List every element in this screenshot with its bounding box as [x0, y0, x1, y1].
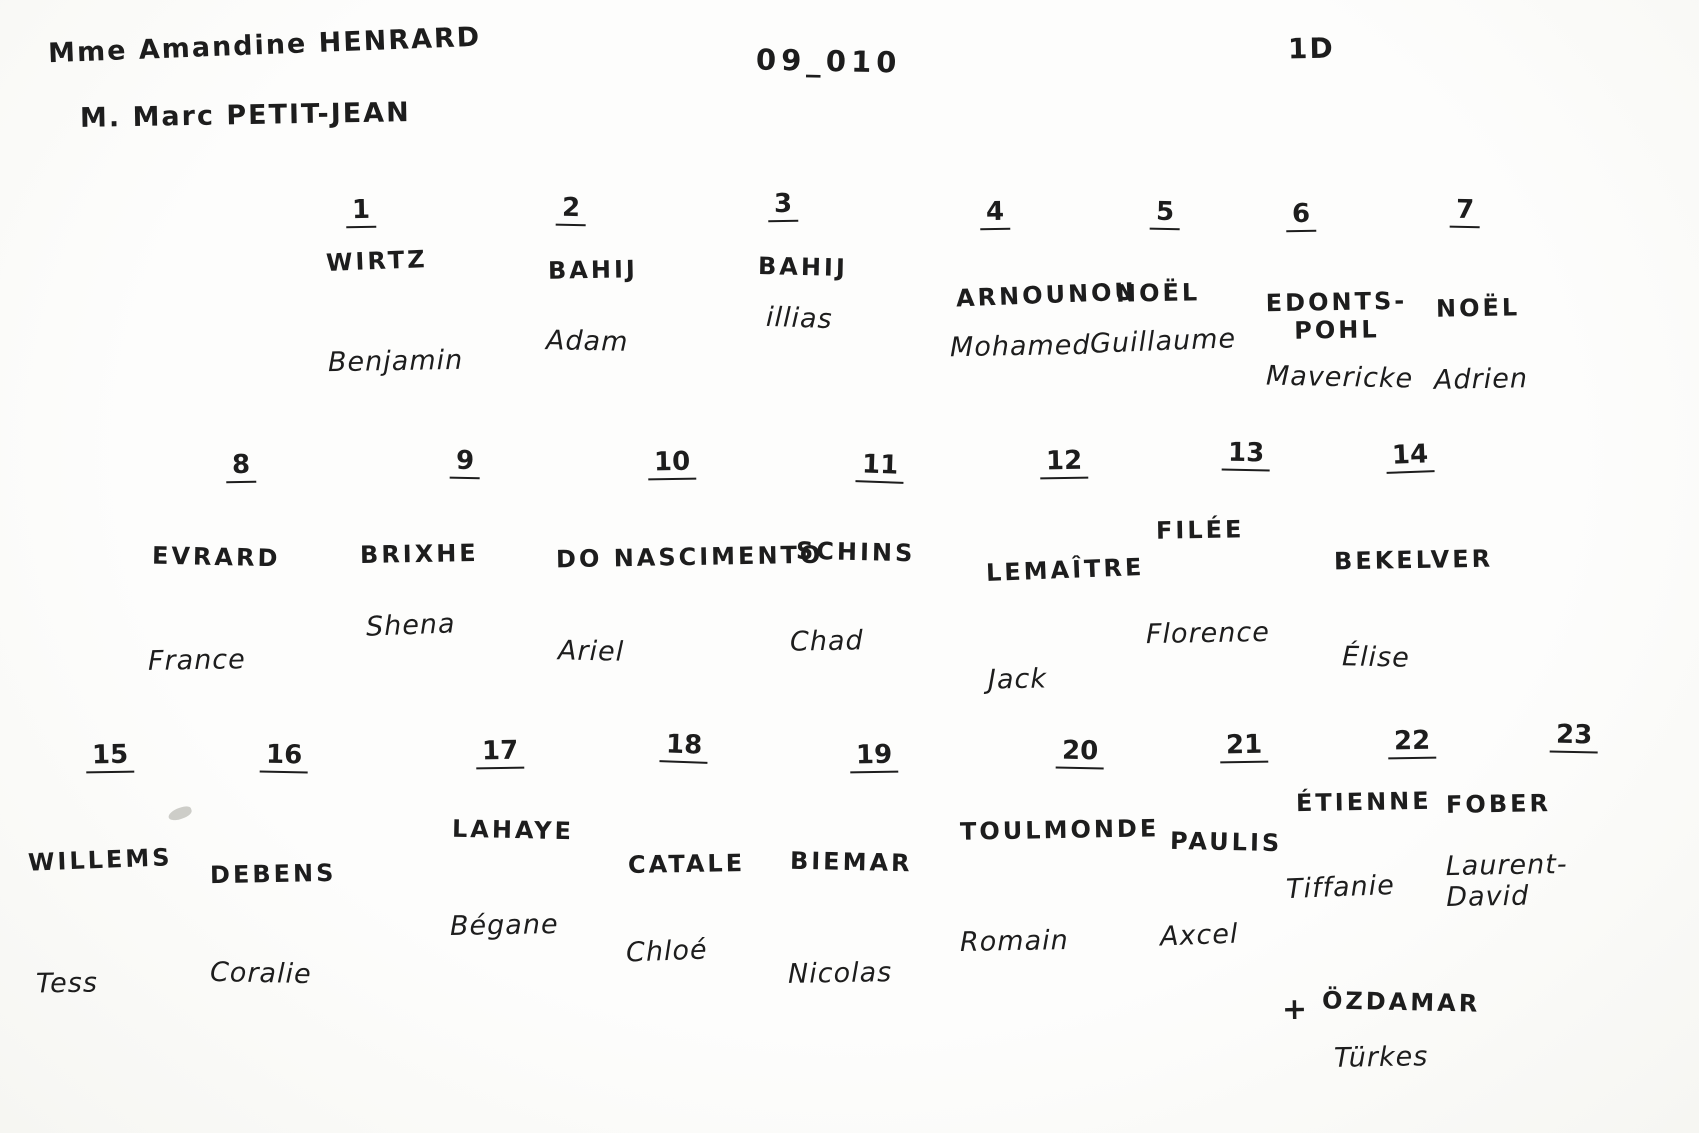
- firstname-23: Laurent- David: [1445, 848, 1568, 914]
- seat-number-17: 17: [476, 736, 525, 770]
- seat-number-21: 21: [1220, 730, 1269, 764]
- lastname-7: NOËL: [1435, 293, 1521, 323]
- seat-number-20: 20: [1056, 735, 1105, 769]
- lastname-12: LEMAÎTRE: [985, 552, 1145, 588]
- seat-number-13: 13: [1222, 437, 1271, 471]
- seat-number-5: 5: [1150, 197, 1181, 231]
- document-code: 09_010: [755, 42, 902, 80]
- seat-number-14: 14: [1385, 439, 1434, 474]
- firstname-20: Romain: [959, 925, 1070, 958]
- firstname-9: Shena: [365, 608, 457, 643]
- seat-number-10: 10: [648, 447, 697, 481]
- firstname-14: Élise: [1341, 641, 1411, 674]
- seat-number-1: 1: [346, 195, 377, 229]
- lastname-16: DEBENS: [209, 858, 337, 890]
- lastname-2: BAHIJ: [547, 255, 639, 285]
- firstname-1: Benjamin: [327, 344, 464, 379]
- lastname-15: WILLEMS: [27, 843, 174, 877]
- firstname-17: Bégane: [449, 909, 559, 942]
- firstname-21: Axcel: [1159, 918, 1239, 953]
- firstname-4: Mohamed: [949, 329, 1091, 364]
- seat-number-18: 18: [659, 729, 708, 764]
- lastname-21: PAULIS: [1169, 826, 1283, 858]
- seat-number-8: 8: [226, 450, 257, 484]
- seat-number-16: 16: [260, 739, 309, 773]
- added-student-firstname: Türkes: [1333, 1041, 1429, 1074]
- teacher-name-2: M. Marc PETIT-JEAN: [79, 97, 411, 134]
- firstname-16: Coralie: [209, 956, 312, 991]
- lastname-22: ÉTIENNE: [1295, 786, 1432, 818]
- teacher-name-1: Mme Amandine HENRARD: [47, 21, 482, 70]
- seat-number-2: 2: [556, 193, 587, 227]
- lastname-11: SCHINS: [795, 536, 916, 568]
- firstname-13: Florence: [1145, 616, 1271, 651]
- seat-number-4: 4: [980, 197, 1011, 231]
- seat-number-23: 23: [1550, 719, 1599, 753]
- added-student-lastname: ÖZDAMAR: [1321, 986, 1481, 1018]
- lastname-6: EDONTS- POHL: [1265, 286, 1408, 345]
- lastname-8: EVRARD: [151, 541, 281, 573]
- firstname-19: Nicolas: [787, 957, 893, 990]
- lastname-14: BEKELVER: [1333, 544, 1494, 576]
- seat-number-11: 11: [855, 449, 904, 484]
- firstname-10: Ariel: [557, 635, 625, 668]
- lastname-1: WIRTZ: [325, 245, 429, 277]
- lastname-19: BIEMAR: [789, 846, 913, 878]
- seat-number-22: 22: [1388, 726, 1437, 760]
- lastname-17: LAHAYE: [451, 814, 575, 846]
- lastname-5: NOËL: [1115, 278, 1201, 308]
- lastname-20: TOULMONDE: [959, 814, 1160, 846]
- firstname-7: Adrien: [1433, 363, 1529, 396]
- firstname-12: Jack: [987, 663, 1048, 696]
- lastname-13: FILÉE: [1155, 515, 1245, 545]
- seat-number-15: 15: [86, 740, 135, 774]
- firstname-15: Tess: [35, 967, 99, 1000]
- firstname-8: France: [147, 644, 247, 677]
- lastname-18: CATALE: [627, 848, 746, 880]
- firstname-3: illias: [765, 301, 834, 336]
- firstname-11: Chad: [789, 625, 864, 658]
- added-student-plus-marker: +: [1281, 991, 1311, 1028]
- firstname-2: Adam: [545, 325, 629, 358]
- lastname-3: BAHIJ: [757, 252, 849, 282]
- lastname-4: ARNOUNOU: [955, 277, 1138, 313]
- seat-number-3: 3: [768, 189, 799, 223]
- class-label: 1D: [1287, 31, 1336, 66]
- firstname-18: Chloé: [625, 934, 709, 969]
- lastname-10: DO NASCIMENTO: [555, 540, 824, 574]
- firstname-5: Guillaume: [1089, 323, 1237, 360]
- scan-smudge-artifact: [167, 805, 193, 823]
- seat-number-6: 6: [1286, 199, 1317, 233]
- seat-number-19: 19: [850, 740, 899, 774]
- seat-number-12: 12: [1040, 446, 1089, 480]
- lastname-9: BRIXHE: [359, 538, 479, 570]
- seat-number-9: 9: [450, 446, 481, 480]
- firstname-6: Mavericke: [1265, 360, 1414, 395]
- lastname-23: FOBER: [1445, 789, 1552, 819]
- seat-number-7: 7: [1450, 195, 1481, 229]
- firstname-22: Tiffanie: [1285, 869, 1396, 906]
